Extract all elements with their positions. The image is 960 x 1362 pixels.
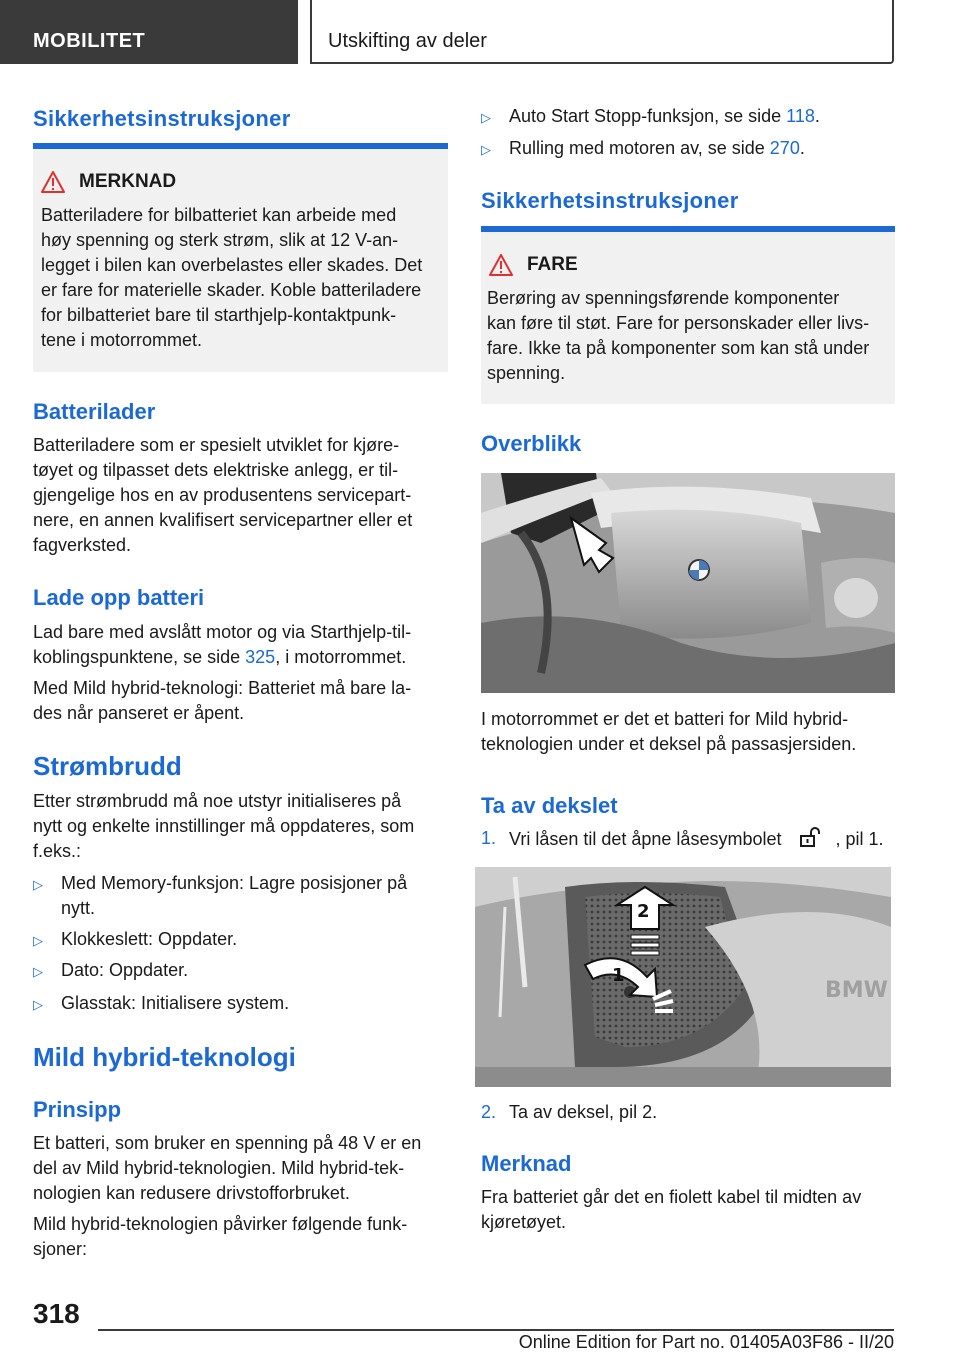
step-item bbox=[481, 826, 895, 852]
svg-text:BMW: BMW bbox=[825, 978, 888, 1003]
text-span: Auto Start Stopp-funksjon, se side bbox=[509, 106, 787, 126]
chapter-tab bbox=[310, 0, 894, 64]
list-item bbox=[481, 136, 895, 161]
notice-line: for bilbatteriet bare til starthjelp-kontaktpunk- bbox=[41, 305, 397, 325]
charger-heading: Batterilader bbox=[33, 399, 156, 424]
paragraph-line: tøyet og tilpasset dets elektriske anlegg, er til- bbox=[33, 460, 399, 480]
list-item-line: Klokkeslett: Oppdater. bbox=[61, 929, 238, 949]
hybrid-heading: Mild hybrid-teknologi bbox=[33, 1042, 296, 1072]
list-item bbox=[33, 991, 448, 1016]
paragraph-line: gjengelige hos en av produsentens servicepart- bbox=[33, 485, 412, 505]
paragraph-line: f.eks.: bbox=[33, 841, 82, 861]
list-item bbox=[33, 927, 448, 952]
notice-title bbox=[41, 171, 176, 193]
chapter-title: Utskifting av deler bbox=[328, 30, 487, 52]
notice-body bbox=[41, 203, 446, 353]
notice-line: Batteriladere for bilbatteriet kan arbeide med bbox=[41, 205, 397, 225]
step-text: Vri låsen til det åpne låsesymbolet bbox=[509, 829, 782, 849]
paragraph-line: Fra batteriet går det en fiolett kabel til midten av bbox=[481, 1187, 862, 1207]
text-span: . bbox=[814, 106, 820, 126]
list-item-line bbox=[509, 136, 895, 161]
danger-line: fare. Ikke ta på komponenter som kan stå under bbox=[487, 338, 870, 358]
bullet-triangle-icon: ▷ bbox=[33, 933, 43, 948]
safety-heading-right: Sikkerhetsinstruksjoner bbox=[481, 188, 739, 213]
danger-title bbox=[489, 254, 578, 276]
paragraph-line: kjøretøyet. bbox=[481, 1212, 567, 1232]
paragraph-line: I motorrommet er det et batteri for Mild hybrid- bbox=[481, 709, 849, 729]
page-number: 318 bbox=[33, 1298, 80, 1329]
paragraph-line: des når panseret er åpent. bbox=[33, 703, 245, 723]
page-link-270[interactable]: 270 bbox=[769, 138, 800, 158]
danger-line: kan føre til støt. Fare for personskader eller livs- bbox=[487, 313, 870, 333]
danger-box bbox=[481, 232, 895, 404]
step-item bbox=[481, 1100, 895, 1125]
mild-charge-paragraph bbox=[33, 676, 448, 726]
list-item-line: Dato: Oppdater. bbox=[61, 960, 189, 980]
charger-paragraph bbox=[33, 433, 448, 558]
section-title: MOBILITET bbox=[33, 30, 146, 52]
paragraph-line: del av Mild hybrid-teknologien. Mild hybrid-tek- bbox=[33, 1158, 405, 1178]
list-item-line bbox=[509, 104, 895, 129]
paragraph-line: fagverksted. bbox=[33, 535, 132, 555]
notice-line: legget i bilen kan overbelastes eller skades. Det bbox=[41, 255, 423, 275]
list-item bbox=[33, 958, 448, 983]
list-item-line: Glasstak: Initialisere system. bbox=[61, 993, 290, 1013]
battery-cover-image bbox=[475, 867, 891, 1087]
note-heading: Merknad bbox=[481, 1151, 572, 1176]
danger-line: spenning. bbox=[487, 363, 566, 383]
callout-2: 2 bbox=[637, 901, 650, 922]
note-paragraph bbox=[481, 1185, 895, 1235]
page-link-325[interactable]: 325 bbox=[245, 647, 276, 667]
notice-line: tene i motorrommet. bbox=[41, 330, 203, 350]
paragraph-line: nologien kan redusere drivstofforbruket. bbox=[33, 1183, 350, 1203]
principle-heading: Prinsipp bbox=[33, 1097, 122, 1122]
text-span: koblingspunktene, se side bbox=[33, 647, 246, 667]
step-text: , pil 1. bbox=[835, 829, 884, 849]
power-outage-paragraph bbox=[33, 789, 448, 864]
danger-title-text: FARE bbox=[527, 254, 578, 275]
paragraph-line: Batteriladere som er spesielt utviklet for kjøre- bbox=[33, 435, 400, 455]
warning-icon bbox=[41, 171, 65, 193]
notice-title-text: MERKNAD bbox=[79, 171, 177, 192]
power-outage-heading: Strømbrudd bbox=[33, 751, 182, 781]
bullet-triangle-icon: ▷ bbox=[481, 142, 491, 157]
principle-paragraph bbox=[33, 1131, 448, 1206]
paragraph-line: teknologien under et deksel på passasjersiden. bbox=[481, 734, 857, 754]
list-item bbox=[481, 104, 895, 129]
step-number: 1. bbox=[481, 828, 497, 848]
list-item-line: nytt. bbox=[61, 898, 96, 918]
step-text: Ta av deksel, pil 2. bbox=[509, 1102, 658, 1122]
overview-heading: Overblikk bbox=[481, 431, 582, 456]
paragraph-line: nytt og enkelte innstillinger må oppdateres, som bbox=[33, 816, 415, 836]
text-span: , i motorrommet. bbox=[275, 647, 407, 667]
charge-paragraph bbox=[33, 620, 448, 670]
list-item-line: Med Memory-funksjon: Lagre posisjoner på bbox=[61, 873, 408, 893]
bullet-triangle-icon: ▷ bbox=[481, 110, 491, 125]
notice-line: er fare for materielle skader. Koble batteriladere bbox=[41, 280, 422, 300]
list-item bbox=[33, 871, 448, 921]
footer-divider bbox=[98, 1329, 894, 1331]
paragraph-line: Lad bare med avslått motor og via Starthjelp-til- bbox=[33, 622, 412, 642]
affects-paragraph bbox=[33, 1212, 448, 1262]
paragraph-line: Med Mild hybrid-teknologi: Batteriet må bare la- bbox=[33, 678, 412, 698]
text-span: . bbox=[799, 138, 805, 158]
callout-1: 1 bbox=[612, 965, 625, 986]
charge-heading: Lade opp batteri bbox=[33, 585, 205, 610]
overview-paragraph bbox=[481, 707, 895, 757]
warning-icon bbox=[489, 254, 513, 276]
section-tab bbox=[0, 0, 298, 64]
danger-line: Berøring av spenningsførende komponenter bbox=[487, 288, 840, 308]
safety-heading-left: Sikkerhetsinstruksjoner bbox=[33, 106, 291, 131]
paragraph-line: Etter strømbrudd må noe utstyr initialiseres på bbox=[33, 791, 402, 811]
notice-line: høy spenning og sterk strøm, slik at 12 V-an- bbox=[41, 230, 399, 250]
paragraph-line: sjoner: bbox=[33, 1239, 88, 1259]
unlock-icon bbox=[799, 826, 825, 848]
edition-text: Online Edition for Part no. 01405A03F86 - II/20 bbox=[518, 1332, 894, 1352]
bullet-triangle-icon: ▷ bbox=[33, 877, 43, 892]
paragraph-line bbox=[33, 645, 448, 670]
page-link-118[interactable]: 118 bbox=[786, 106, 815, 126]
notice-box bbox=[33, 149, 448, 372]
cover-heading: Ta av dekslet bbox=[481, 793, 618, 818]
text-span: Rulling med motoren av, se side bbox=[509, 138, 770, 158]
paragraph-line: Mild hybrid-teknologien påvirker følgende funk- bbox=[33, 1214, 408, 1234]
paragraph-line: nere, en annen kvalifisert servicepartner eller et bbox=[33, 510, 413, 530]
bullet-triangle-icon: ▷ bbox=[33, 964, 43, 979]
danger-body bbox=[487, 286, 891, 386]
step-number: 2. bbox=[481, 1102, 497, 1122]
engine-bay-image bbox=[481, 473, 895, 693]
paragraph-line: Et batteri, som bruker en spenning på 48 V er en bbox=[33, 1133, 422, 1153]
bullet-triangle-icon: ▷ bbox=[33, 997, 43, 1012]
